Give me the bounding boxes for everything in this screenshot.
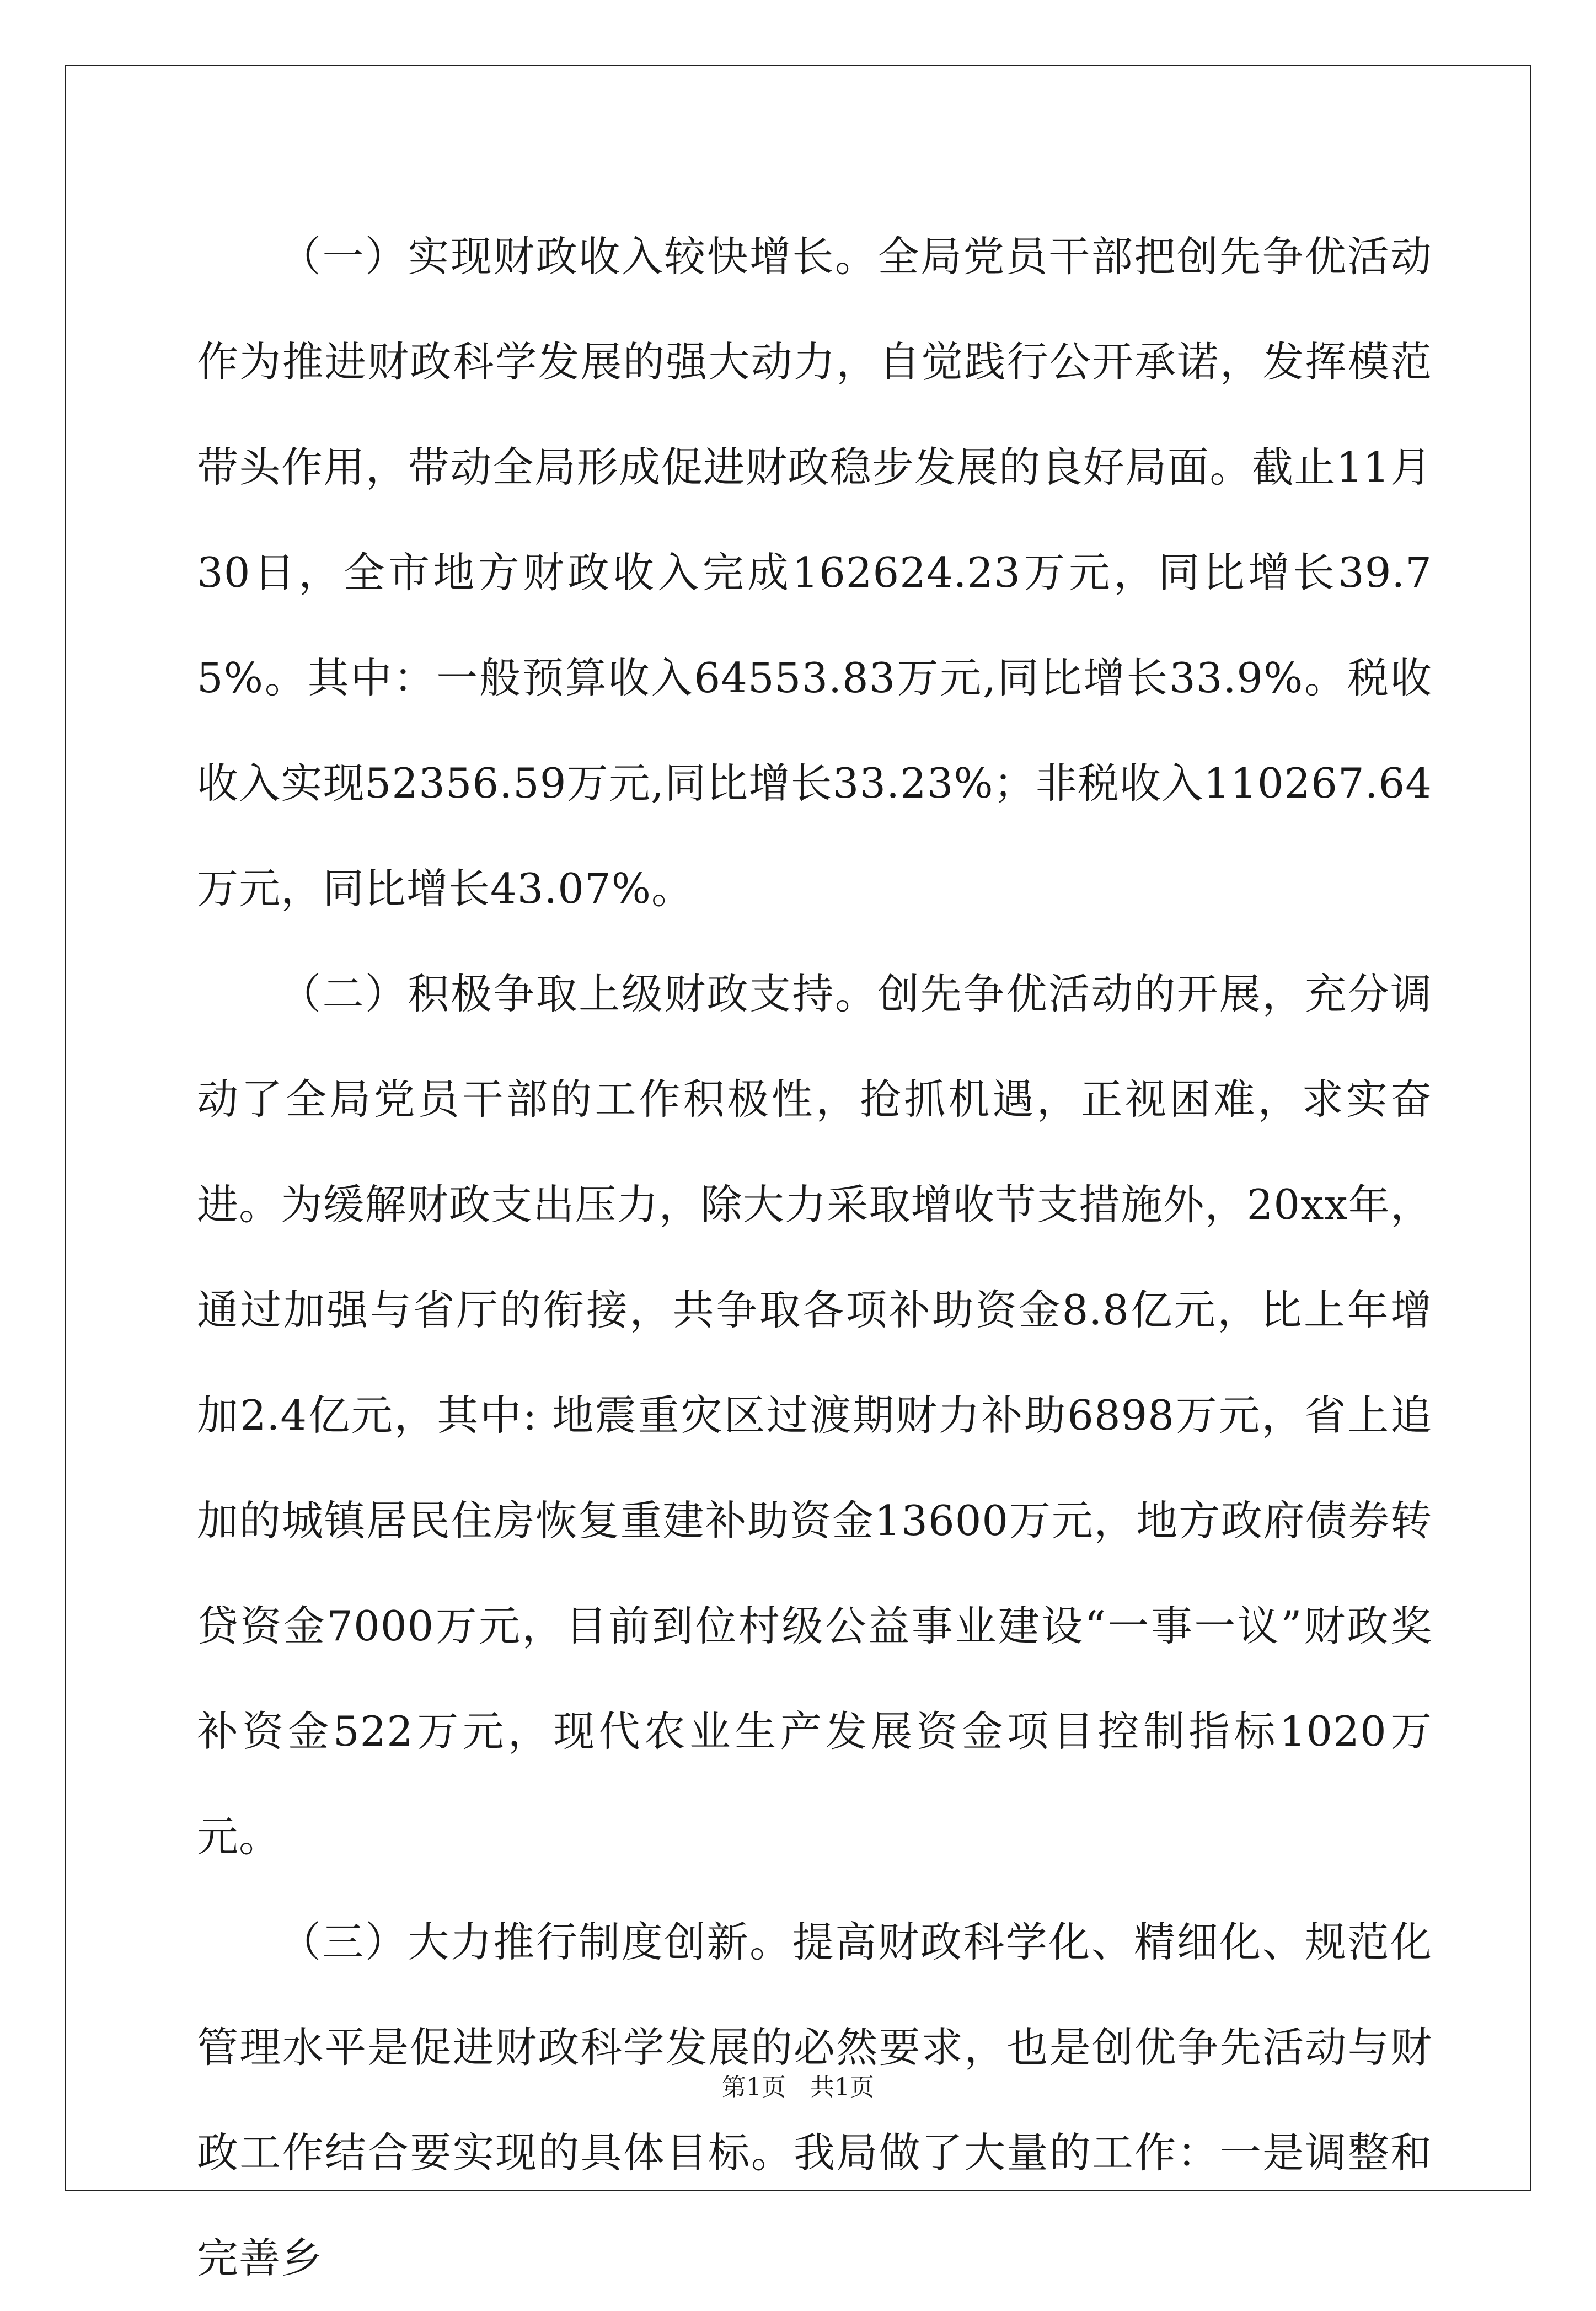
paragraph-2: （二）积极争取上级财政支持。创先争优活动的开展，充分调动了全局党员干部的工作积极性，抢抓机遇，正视困难，求实奋进。为缓解财政支出压力，除大力采取增收节支措施外，20xx年，通过加强与省厅的衔接，共争取各项补助资金8.8亿元，比上年增加2.4亿元，其中: 地震重灾区过渡期财力补助6898万元，省上追加的城镇居民住房恢复重建补助资金13600万元，地方政府债券转贷资金7000万元，目前到位村级公益事业建设“一事一议”财政奖补资金522万元，现代农业生产发展资金项目控制指标1020万元。 [197,970,1432,1861]
page-footer [0,2071,1596,2104]
document-body [197,204,1432,2311]
paragraph-3: （三）大力推行制度创新。提高财政科学化、精细化、规范化管理水平是促进财政科学发展的必然要求，也是创优争先活动与财政工作结合要实现的具体目标。我局做了大量的工作：一是调整和完善乡 [197,1918,1432,2282]
page-number: 第1页 [722,2073,786,2101]
paragraph-1: （一）实现财政收入较快增长。全局党员干部把创先争优活动作为推进财政科学发展的强大动力，自觉践行公开承诺，发挥模范带头作用，带动全局形成促进财政稳步发展的良好局面。截止11月30日，全市地方财政收入完成162624.23万元，同比增长39.75%。其中：一般预算收入64553.83万元,同比增长33.9%。税收收入实现52356.59万元,同比增长33.23%；非税收入110267.64万元，同比增长43.07%。 [197,232,1432,913]
page-total: 共1页 [810,2073,874,2101]
